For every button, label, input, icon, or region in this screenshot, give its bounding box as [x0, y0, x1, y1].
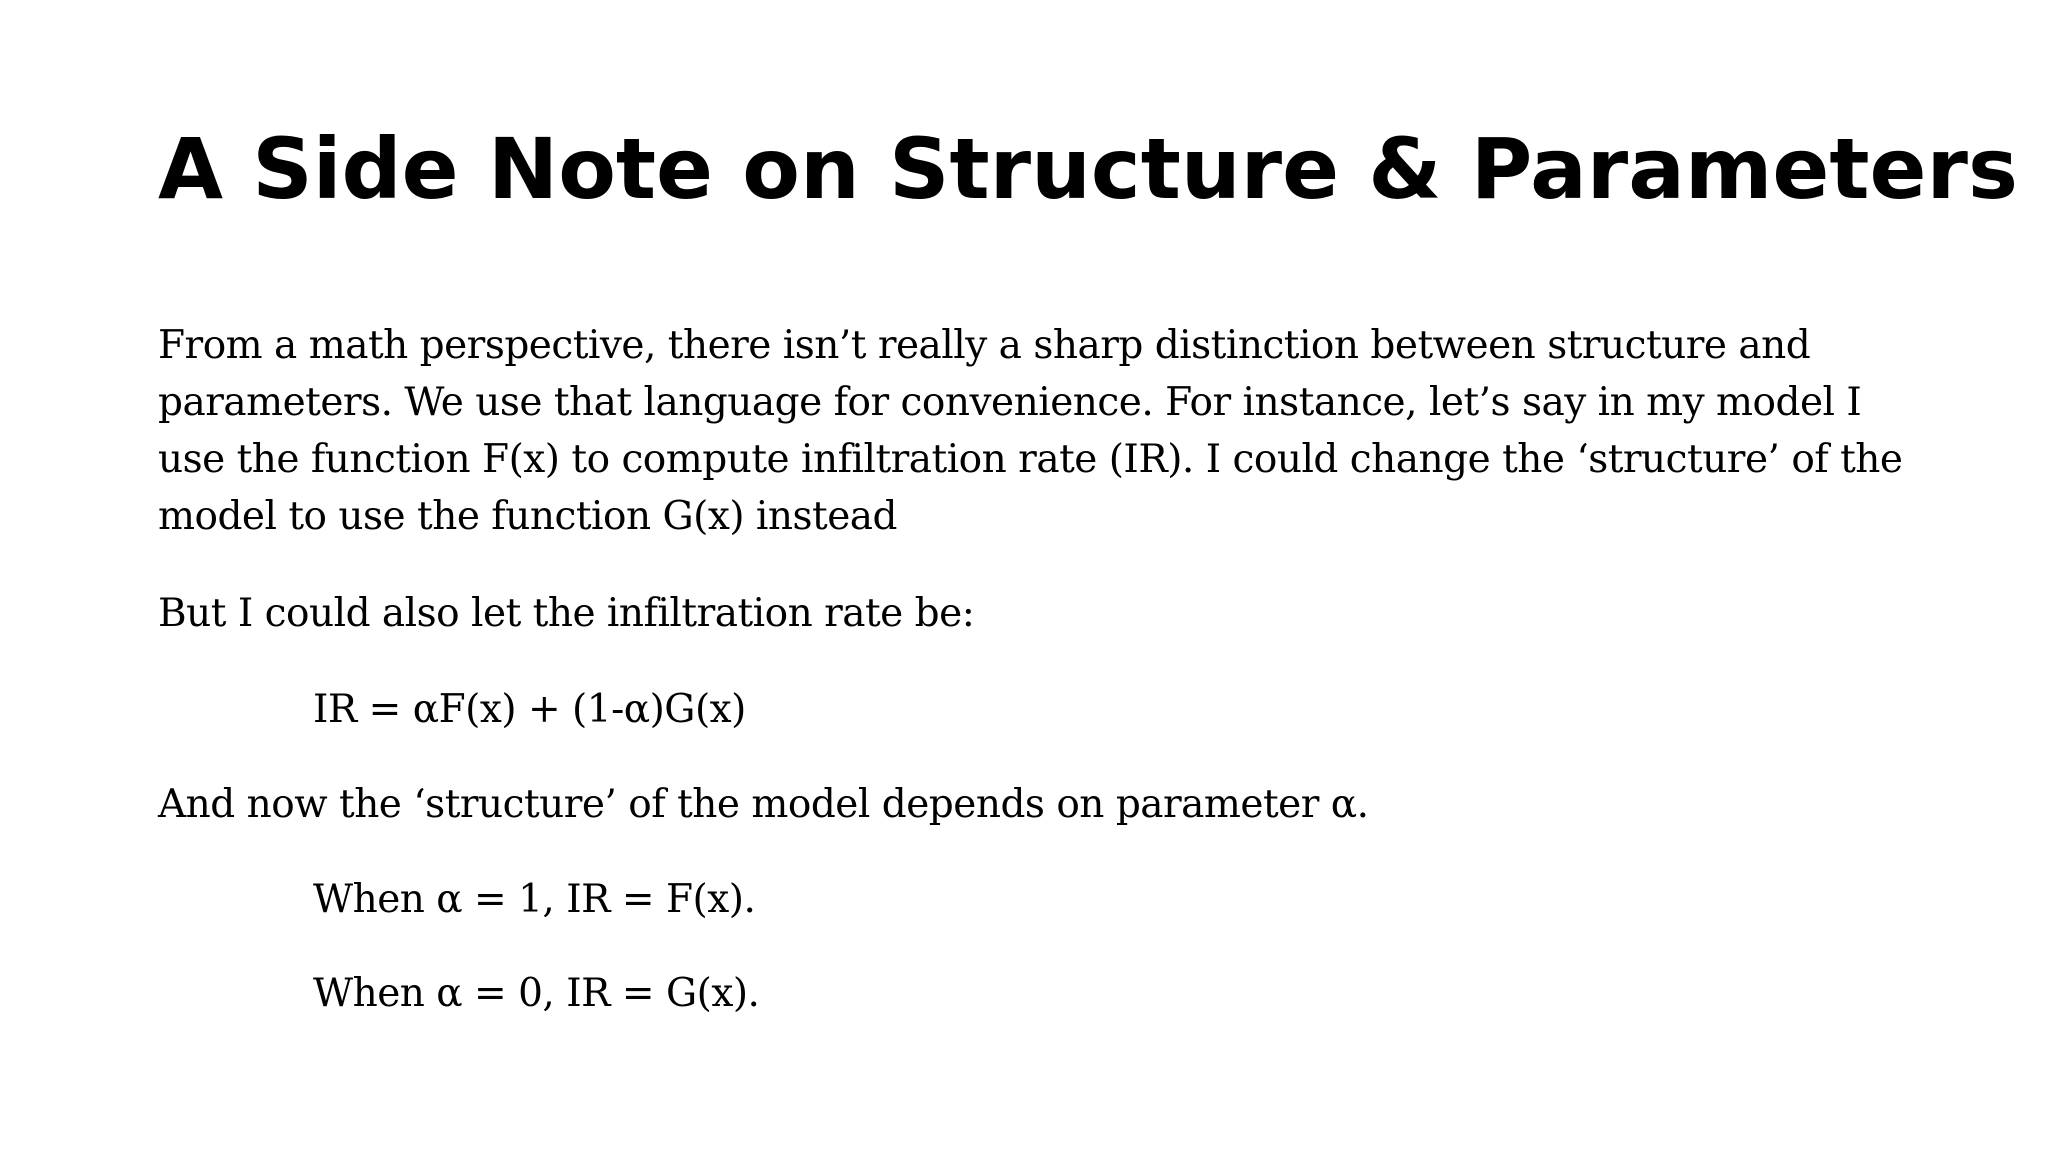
case-alpha-zero: When α = 0, IR = G(x). — [313, 971, 760, 1016]
paragraph-structure-vs-parameters: From a math perspective, there isn’t really a sharp distinction between structure and parameters. We use that language for convenience. For instance, let’s say in my model I use the function F(x) to compute infiltration rate (IR). I could change the ‘structure’ of the model to use the function G(x) instead — [158, 323, 1903, 539]
slide-title: A Side Note on Structure & Parameters — [158, 120, 2018, 218]
paragraph-structure-depends-on-alpha: And now the ‘structure’ of the model depends on parameter α. — [158, 782, 1369, 827]
equation-infiltration-rate: IR = αF(x) + (1-α)G(x) — [313, 687, 746, 732]
paragraph-infiltration-rate-intro: But I could also let the infiltration rate be: — [158, 591, 975, 636]
case-alpha-one: When α = 1, IR = F(x). — [313, 877, 756, 922]
